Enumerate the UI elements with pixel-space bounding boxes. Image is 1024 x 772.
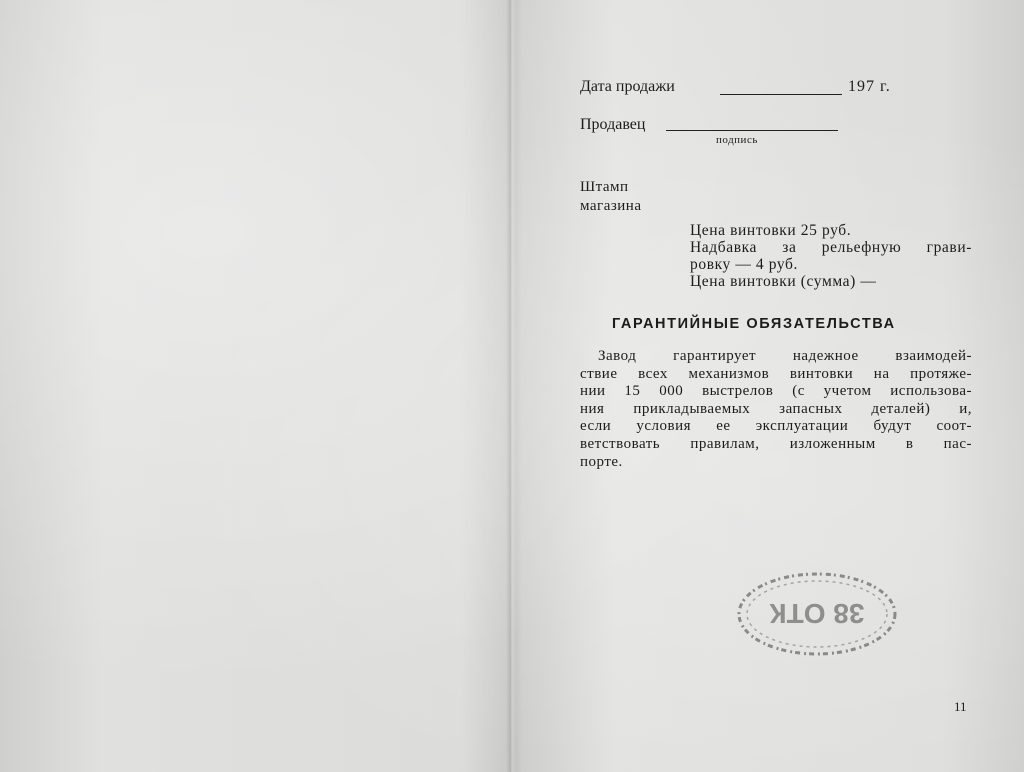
sale-date-label: Дата продажи <box>580 78 675 95</box>
guarantee-line: порте. <box>580 453 623 470</box>
price-line: ровку — 4 руб. <box>690 256 799 273</box>
price-line: Цена винтовки (сумма) — <box>690 273 877 290</box>
guarantee-line: ствие всех механизмов винтовки на протяже- <box>580 365 972 382</box>
right-page <box>512 0 1024 772</box>
sale-date-year: 197 г. <box>848 78 891 95</box>
shop-stamp-label <box>580 178 642 216</box>
guarantee-line: нии 15 000 выстрелов (с учетом использова- <box>580 383 972 400</box>
price-block <box>690 222 972 290</box>
blank-left-page <box>0 0 508 772</box>
seller-signature-line <box>666 116 838 131</box>
guarantee-line: ния прикладываемых запасных деталей) и, <box>580 400 972 417</box>
price-line: Надбавка за рельефную грави- <box>690 239 972 256</box>
shop-stamp-line-1: Штамп <box>580 179 629 195</box>
inspection-stamp-text: 38 ОТК <box>769 598 865 629</box>
sale-date-blank-line <box>720 80 842 95</box>
price-line: Цена винтовки 25 руб. <box>690 222 852 239</box>
signature-caption: подпись <box>716 134 758 146</box>
guarantee-line: Завод гарантирует надежное взаимодей- <box>598 348 972 364</box>
page-number: 11 <box>954 699 967 714</box>
shop-stamp-line-2: магазина <box>580 198 642 214</box>
seller-label: Продавец <box>580 116 646 133</box>
guarantee-line: если условия ее эксплуатации будут соот- <box>580 418 972 435</box>
inspection-stamp-icon <box>732 566 902 662</box>
guarantee-paragraph <box>580 348 972 471</box>
guarantee-line: ветствовать правилам, изложенным в пас- <box>580 435 972 452</box>
guarantee-title: ГАРАНТИЙНЫЕ ОБЯЗАТЕЛЬСТВА <box>612 316 896 332</box>
